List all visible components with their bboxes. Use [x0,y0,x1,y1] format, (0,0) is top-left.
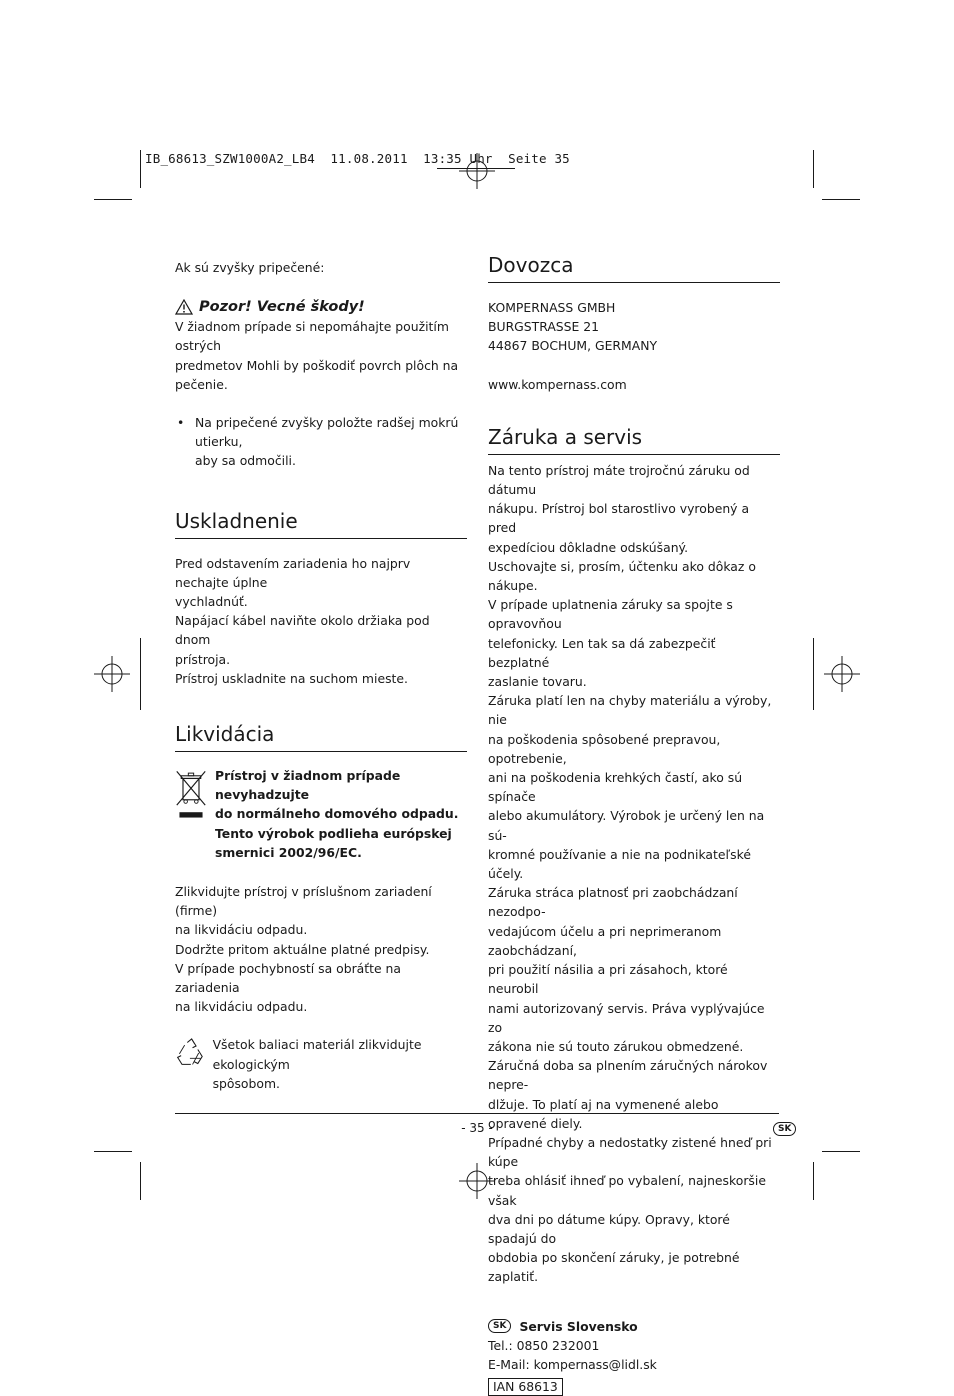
print-slug: IB_68613_SZW1000A2_LB4 11.08.2011 13:35 Uhr Seite 35 [145,151,570,166]
crop-mark [822,199,860,200]
disposal-bold-line: Prístroj v žiadnom prípade nevyhadzujte [214,768,401,803]
registration-mark-icon [824,656,860,692]
warranty-line: telefonicky. Len tak sa dá zabezpečiť bezplatné [488,635,716,670]
left-column [175,258,467,1093]
recycle-icon [175,1035,207,1071]
warranty-line: vedajúcom účelu a pri neprimeranom zaobchádzaní, [488,923,722,958]
importer-line: KOMPERNASS GMBH [488,300,616,315]
service-title: Servis Slovensko [519,1318,638,1334]
warranty-line: alebo akumulátory. Výrobok je určený len na sú- [488,808,765,843]
warranty-line: nami autorizovaný servis. Práva vyplývajúce zo [488,1000,765,1035]
right-column [488,252,780,1396]
packaging-text [213,1035,467,1093]
storage-line: prístroja. [175,651,231,667]
crop-mark [813,150,814,188]
crop-mark [94,1151,132,1152]
list-item [175,413,467,471]
crossed-bin-icon [175,766,207,830]
warranty-line: ani na poškodenia krehkých častí, ako sú spínače [488,770,743,805]
disposal-line: Zlikvidujte prístroj v príslušnom zariadení (firme) [175,884,432,919]
warranty-line: V prípade uplatnenia záruky sa spojte s opravovňou [488,597,733,632]
website-link[interactable]: www.kompernass.com [488,376,627,392]
storage-line: Prístroj uskladnite na suchom mieste. [175,670,408,686]
warranty-heading: Záruka a servis [488,424,780,455]
warranty-line: dlžuje. To platí aj na vymenené alebo opravené diely. [488,1096,719,1131]
crop-mark [140,150,141,188]
warranty-line: dva dni po dátume kúpy. Opravy, ktoré spadajú do [488,1211,730,1246]
warranty-line: Prípadné chyby a nedostatky zistené hneď pri kúpe [488,1134,772,1170]
importer-heading: Dovozca [488,252,780,283]
warranty-line: Záručná doba sa plnením záručných nárokov nepre- [488,1058,768,1093]
warranty-line: kromné používanie a nie na podnikateľské účely. [488,846,751,882]
warning-line: pečenie. [175,376,228,392]
disposal-heading: Likvidácia [175,721,467,752]
registration-mark-icon [94,656,130,692]
warranty-line: zaslanie tovaru. [488,674,587,690]
crop-mark [813,638,814,710]
storage-line: Napájací kábel naviňte okolo držiaka pod dnom [175,613,430,648]
service-tel: Tel.: 0850 232001 [488,1337,600,1353]
service-email[interactable]: E-Mail: kompernass@lidl.sk [488,1356,657,1372]
bullet-text [195,413,467,471]
warning-line: predmetov Mohli by poškodiť povrch plôch na [175,357,459,373]
warranty-line: treba ohlásiť ihneď po vybalení, najneskoršie však [488,1173,766,1208]
warranty-line: nákupu. Prístroj bol starostlivo vyrobený a pred [488,501,750,536]
storage-line: Pred odstavením zariadenia ho najprv nechajte úplne [175,555,411,590]
warranty-line: na poškodenia spôsobené prepravou, opotrebenie, [488,731,721,766]
warning-title [175,297,467,317]
crop-mark [813,1162,814,1200]
disposal-line: na likvidáciu odpadu. [175,922,308,938]
weee-text [215,766,467,862]
storage-heading: Uskladnenie [175,508,467,539]
warranty-line: Záruka stráca platnosť pri zaobchádzaní nezodpo- [488,885,738,920]
service-title-row [488,1317,780,1336]
warranty-line: expedíciou dôkladne odskúšaný. [488,539,689,555]
importer-line: BURGSTRASSE 21 [488,319,600,335]
disposal-line: Dodržte pritom aktuálne platné predpisy. [175,941,430,957]
leftovers-label: Ak sú zvyšky pripečené: [175,260,325,275]
bullet-line: Na pripečené zvyšky položte radšej mokrú utierku, [195,415,459,450]
disposal-bold-line: Tento výrobok podlieha európskej [214,825,452,841]
disposal-bold-line: do normálneho domového odpadu. [214,806,459,822]
warning-title-text: Pozor! Vecné škody! [199,299,365,316]
crop-mark [822,1151,860,1152]
warning-triangle-icon [175,299,193,315]
warranty-line: Uschovajte si, prosím, účtenku ako dôkaz o nákupe. [488,558,756,594]
slug-underline [437,168,515,169]
disposal-line: V prípade pochybností sa obráťte na zariadenia [175,960,401,996]
crop-mark [140,1162,141,1200]
packaging-line: Všetok baliaci materiál zlikvidujte ekologickým [212,1037,422,1072]
warning-line: V žiadnom prípade si nepomáhajte použitím ostrých [175,319,449,354]
ian-box: IAN 68613 [488,1378,563,1396]
warranty-line: pri použití násilia a pri zásahoch, ktoré neurobil [488,962,728,997]
crop-mark [94,199,132,200]
warranty-line: Záruka platí len na chyby materiálu a výroby, nie [488,693,772,728]
warranty-line: obdobia po skončení záruky, je potrebné zaplatiť. [488,1250,740,1285]
footer-rule [175,1113,779,1114]
bullet-line: aby sa odmočili. [195,453,296,469]
country-badge: SK [488,1319,511,1333]
importer-line: 44867 BOCHUM, GERMANY [488,338,658,354]
disposal-line: na likvidáciu odpadu. [175,999,308,1015]
page-number: - 35 - [461,1121,493,1135]
language-badge: SK [773,1122,796,1136]
packaging-line: spôsobom. [212,1075,280,1091]
bullet-dot: • [177,415,185,431]
crop-mark [140,638,141,710]
packaging-block [175,1035,467,1093]
warranty-line: Na tento prístroj máte trojročnú záruku od dátumu [488,462,750,498]
storage-line: vychladnúť. [175,594,248,610]
weee-block [175,766,467,862]
disposal-bold-line: smernici 2002/96/EC. [214,844,362,860]
warranty-line: zákona nie sú touto zárukou obmedzené. [488,1038,744,1054]
warranty-text [488,461,780,1287]
